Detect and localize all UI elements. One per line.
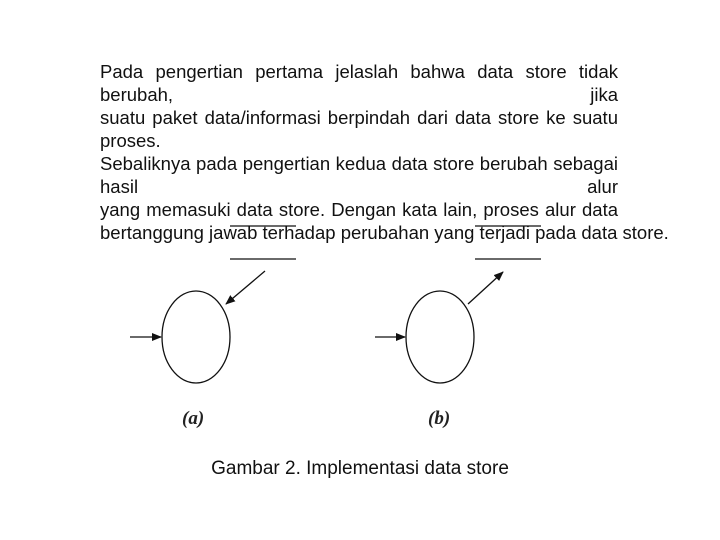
process-circle-b	[406, 291, 474, 383]
figure-caption: Gambar 2. Implementasi data store	[211, 458, 509, 479]
paragraph-line: Pada pengertian pertama jelaslah bahwa data store tidak berubah, jika	[100, 61, 618, 105]
figure-a-label: (a)	[182, 408, 205, 429]
store-to-process-arrow-a	[226, 271, 265, 304]
figure-b	[375, 226, 541, 383]
figure-b-label: (b)	[428, 408, 451, 429]
paragraph-line: Sebaliknya pada pengertian kedua data store berubah sebagai hasil alur	[100, 153, 618, 197]
figure-a	[130, 226, 296, 383]
paragraph-line: yang memasuki data store. Dengan kata lain, proses alur data	[100, 199, 618, 220]
paragraph-line: suatu paket data/informasi berpindah dari data store ke suatu proses.	[100, 107, 618, 151]
process-circle-a	[162, 291, 230, 383]
process-to-store-arrow-b	[468, 272, 503, 304]
paragraph-line: bertanggung jawab terhadap perubahan yang terjadi pada data store.	[100, 222, 669, 243]
